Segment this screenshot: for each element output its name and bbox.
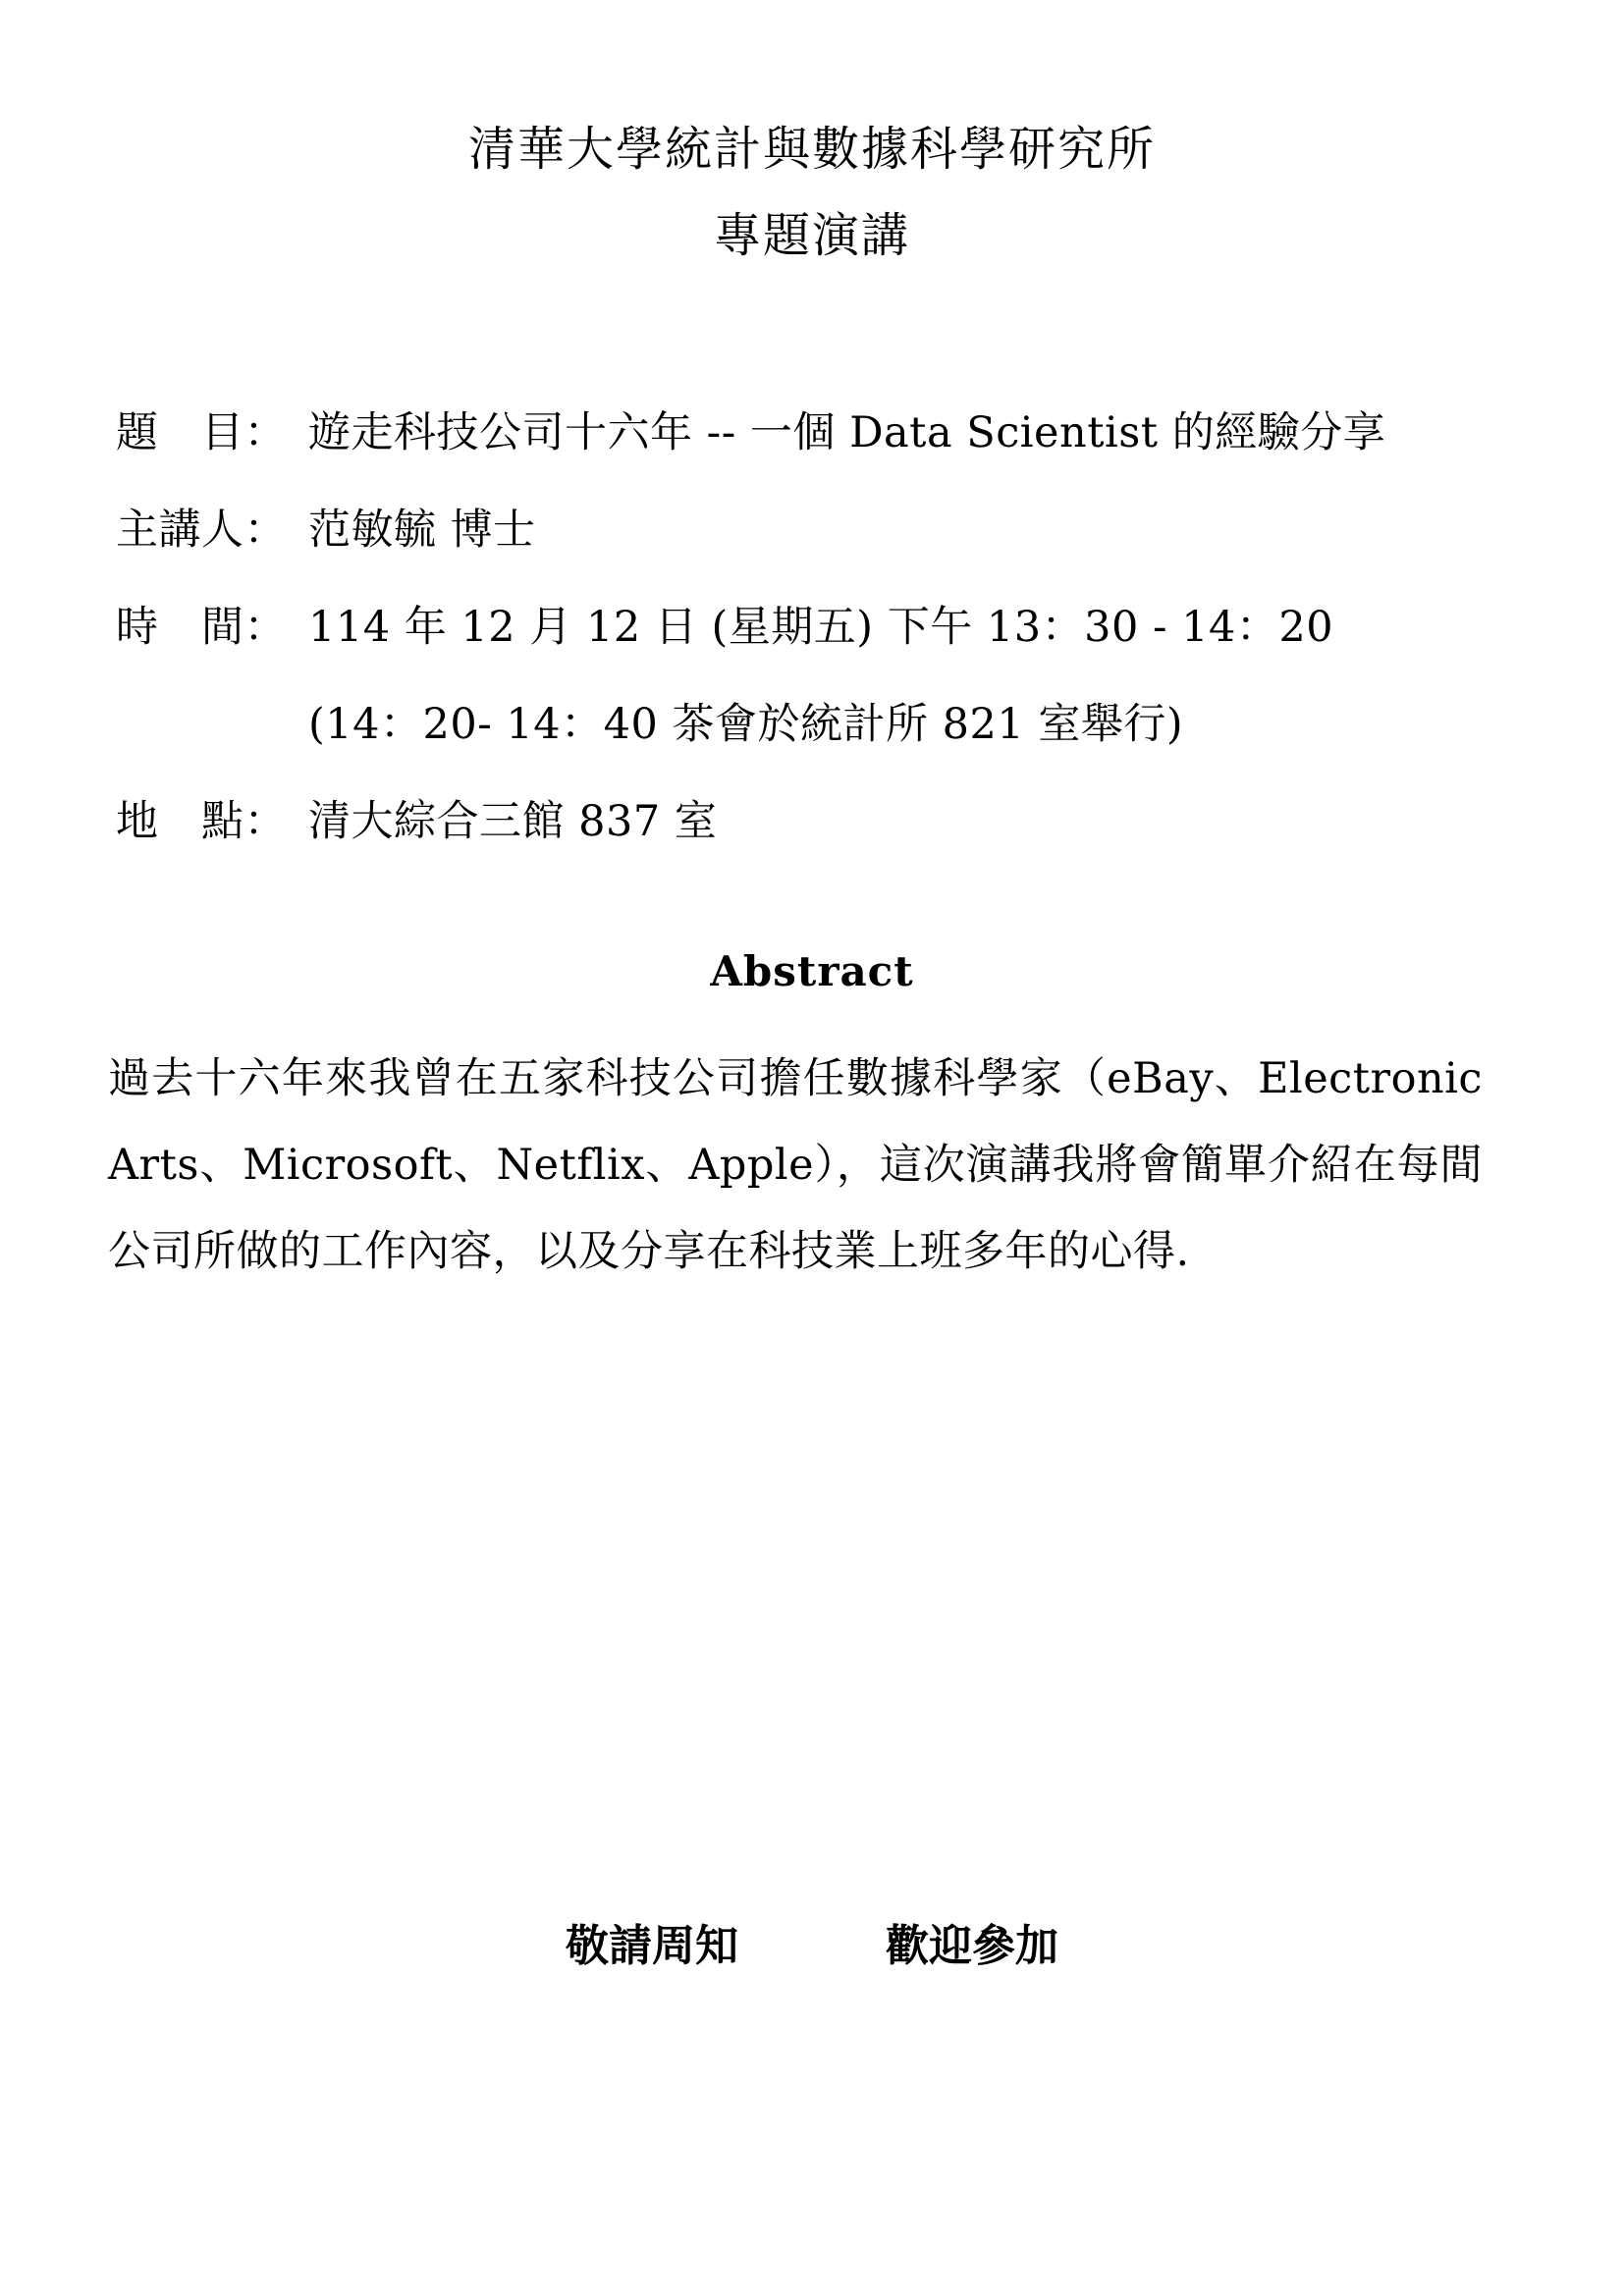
organization-title: 清華大學統計與數據科學研究所	[467, 122, 1156, 177]
time-label: 時 間：	[116, 603, 287, 652]
venue-value: 清大綜合三館 837 室	[308, 797, 718, 846]
abstract-paragraph: 過去十六年來我曾在五家科技公司擔任數據科學家（eBay、Electronic Arts、Microsoft、Netflix、Apple），這次演講我將會簡單介紹在每間公司所做的工作內容，以及分享在科技業上班多年的心得.	[108, 1054, 1483, 1276]
info-row-time	[116, 579, 1530, 676]
info-row-tea-note	[116, 676, 1530, 774]
title-label: 題 目：	[116, 408, 287, 457]
info-row-speaker	[116, 482, 1530, 579]
title-value: 遊走科技公司十六年 -- 一個 Data Scientist 的經驗分享	[308, 408, 1386, 457]
footer-welcome: 歡迎參加	[886, 1921, 1058, 1971]
info-row-title	[116, 385, 1530, 482]
event-type-title: 專題演講	[713, 208, 910, 263]
abstract-heading: Abstract	[710, 947, 914, 995]
abstract-body	[108, 1036, 1483, 1295]
document-heading	[0, 106, 1624, 279]
info-row-venue	[116, 774, 1530, 871]
seminar-info-block	[116, 385, 1530, 871]
document-footer	[0, 1912, 1624, 1981]
speaker-label: 主講人：	[116, 506, 287, 555]
venue-label: 地 點：	[116, 797, 287, 846]
speaker-value: 范敏毓 博士	[308, 506, 536, 555]
time-value: 114 年 12 月 12 日 (星期五) 下午 13：30 - 14：20	[308, 603, 1334, 652]
tea-note-value: (14：20- 14：40 茶會於統計所 821 室舉行)	[308, 700, 1184, 749]
footer-notice: 敬請周知	[566, 1921, 738, 1971]
